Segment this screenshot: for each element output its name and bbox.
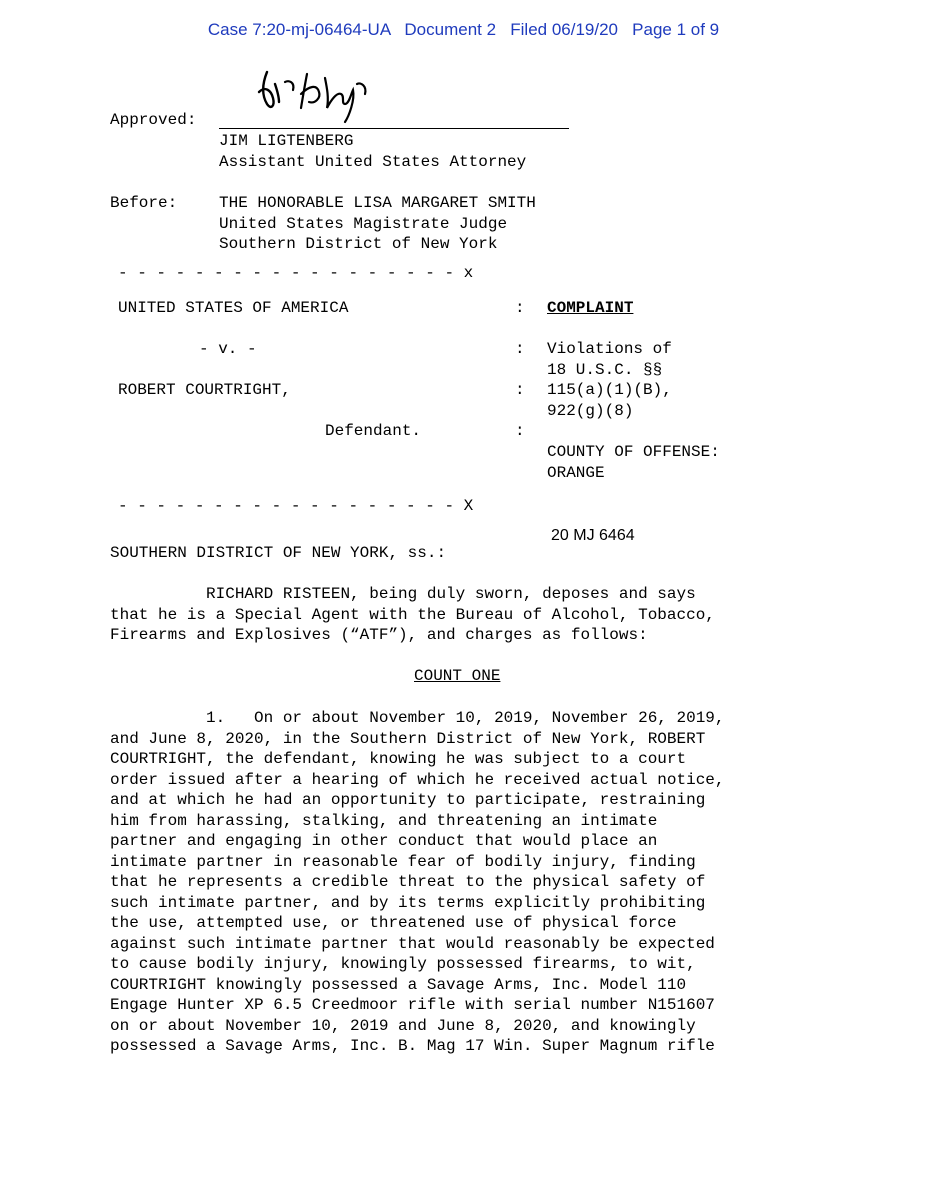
text-line: 1. On or about November 10, 2019, November 26, 2019,	[110, 709, 725, 727]
magistrate-case-number: 20 MJ 6464	[551, 527, 635, 544]
county-label: COUNTY OF OFFENSE:	[547, 443, 720, 461]
text-line: against such intimate partner that would reasonably be expected	[110, 934, 715, 953]
county-value: ORANGE	[547, 463, 605, 482]
attorney-title: Assistant United States Attorney	[219, 152, 527, 171]
paragraph-1	[110, 708, 830, 1057]
text-line: him from harassing, stalking, and threatening an intimate	[110, 811, 658, 830]
text-line: Firearms and Explosives (“ATF”), and charges as follows:	[110, 626, 648, 644]
caption-colon: :	[515, 299, 525, 317]
caption-divider-bottom: - - - - - - - - - - - - - - - - - - X	[118, 497, 474, 515]
attorney-name: JIM LIGTENBERG	[219, 132, 354, 150]
defendant-label: Defendant.	[325, 422, 422, 440]
caption-divider-top: - - - - - - - - - - - - - - - - - - x	[118, 264, 474, 282]
caption-colon: :	[515, 340, 525, 358]
document-type: COMPLAINT	[547, 299, 634, 317]
text-line: partner and engaging in other conduct that would place an	[110, 832, 658, 850]
attorney-signature	[245, 64, 385, 126]
filing-header	[0, 20, 927, 40]
text-line: and June 8, 2020, in the Southern District of New York, ROBERT	[110, 729, 706, 748]
document-number: Document 2	[404, 20, 497, 39]
text-line: RICHARD RISTEEN, being duly sworn, deposes and says	[110, 585, 696, 603]
violations-line: 18 U.S.C. §§	[547, 360, 663, 379]
text-line: Engage Hunter XP 6.5 Creedmoor rifle with serial number N151607	[110, 996, 715, 1014]
text-line: such intimate partner, and by its terms explicitly prohibiting	[110, 893, 706, 912]
judge-name: THE HONORABLE LISA MARGARET SMITH	[219, 194, 536, 212]
versus: - v. -	[199, 340, 257, 358]
text-line: the use, attempted use, or threatened use of physical force	[110, 914, 677, 932]
violations-line: 922(g)(8)	[547, 401, 634, 420]
before-label: Before:	[110, 194, 178, 212]
signature-line	[219, 128, 569, 129]
text-line: on or about November 10, 2019 and June 8, 2020, and knowingly	[110, 1016, 696, 1035]
judge-title: United States Magistrate Judge	[219, 214, 508, 233]
text-line: possessed a Savage Arms, Inc. B. Mag 17 Win. Super Magnum rifle	[110, 1037, 715, 1055]
text-line: COURTRIGHT knowingly possessed a Savage Arms, Inc. Model 110	[110, 975, 687, 994]
violations-line: 115(a)(1)(B),	[547, 381, 672, 399]
text-line: that he represents a credible threat to the physical safety of	[110, 873, 706, 891]
caption-colon: :	[515, 422, 525, 440]
judge-district: Southern District of New York	[219, 235, 498, 253]
text-line: and at which he had an opportunity to participate, restraining	[110, 791, 706, 809]
page-number: Page 1 of 9	[632, 20, 720, 39]
plaintiff-name: UNITED STATES OF AMERICA	[118, 299, 349, 317]
text-line: order issued after a hearing of which he received actual notice,	[110, 770, 725, 789]
intro-paragraph	[110, 584, 830, 646]
venue: SOUTHERN DISTRICT OF NEW YORK, ss.:	[110, 544, 447, 562]
text-line: intimate partner in reasonable fear of bodily injury, finding	[110, 852, 696, 871]
violations-line: Violations of	[547, 340, 672, 358]
approved-label: Approved:	[110, 111, 197, 129]
filed-date: Filed 06/19/20	[510, 20, 618, 39]
text-line: COURTRIGHT, the defendant, knowing he was subject to a court	[110, 750, 687, 768]
text-line: to cause bodily injury, knowingly possessed firearms, to wit,	[110, 955, 696, 973]
text-line: that he is a Special Agent with the Bureau of Alcohol, Tobacco,	[110, 605, 715, 624]
case-number: Case 7:20-mj-06464-UA	[207, 20, 391, 39]
caption-colon: :	[515, 381, 525, 399]
count-heading: COUNT ONE	[414, 667, 501, 685]
defendant-name: ROBERT COURTRIGHT,	[118, 381, 291, 399]
